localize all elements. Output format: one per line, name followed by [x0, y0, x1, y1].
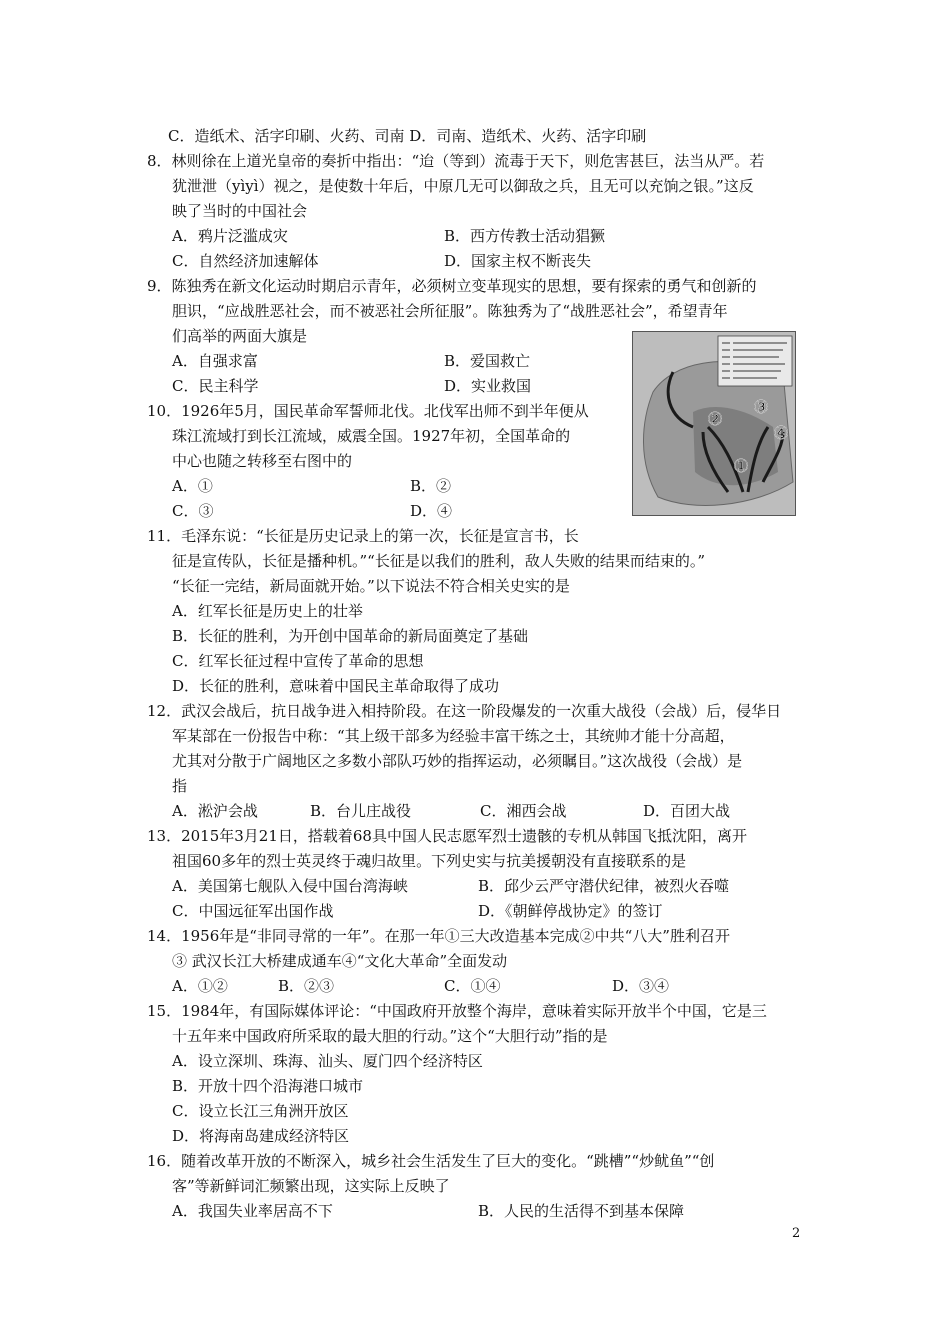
q10-stem-line1: 10．1926年5月，国民革命军誓师北伐。北伐军出师不到半年便从: [147, 402, 589, 420]
q8-option-d: D．国家主权不断丧失: [444, 252, 592, 270]
q12-stem-line4: 指: [172, 777, 188, 795]
q14-option-d: D．③④: [612, 977, 670, 995]
q9-option-c: C．民主科学: [172, 377, 259, 395]
q8-stem-line1: 8．林则徐在上道光皇帝的奏折中指出：“迨（等到）流毒于天下，则危害甚巨，法当从严。若: [147, 152, 765, 170]
q10-option-d: D．④: [410, 502, 453, 520]
q12-option-a: A．淞沪会战: [172, 802, 258, 820]
q15-stem-line1: 15．1984年，有国际媒体评论：“中国政府开放整个海岸，意味着实际开放半个中国，它是三: [147, 1002, 767, 1020]
q15-option-b: B．开放十四个沿海港口城市: [172, 1077, 364, 1095]
q13-option-d: D．《朝鲜停战协定》的签订: [478, 902, 663, 920]
q12-stem-line1: 12．武汉会战后，抗日战争进入相持阶段。在这一阶段爆发的一次重大战役（会战）后，侵华日: [147, 702, 782, 720]
q12-option-c: C．湘西会战: [480, 802, 567, 820]
q8-stem-line2: 犹泄泄（yìyì）视之，是使数十年后，中原几无可以御敌之兵，且无可以充饷之银。”这反: [172, 177, 754, 195]
q11-option-b: B．长征的胜利，为开创中国革命的新局面奠定了基础: [172, 627, 529, 645]
q10-option-a: A．①: [172, 477, 213, 495]
map-figure: [633, 332, 795, 515]
q13-option-b: B．邱少云严守潜伏纪律，被烈火吞噬: [478, 877, 730, 895]
q13-stem-line2: 祖国60多年的烈士英灵终于魂归故里。下列史实与抗美援朝没有直接联系的是: [172, 852, 687, 870]
q8-option-c: C．自然经济加速解体: [172, 252, 319, 270]
q12-option-b: B．台儿庄战役: [310, 802, 412, 820]
q15-option-c: C．设立长江三角洲开放区: [172, 1102, 349, 1120]
q10-option-b: B．②: [410, 477, 452, 495]
q10-option-c: C．③: [172, 502, 214, 520]
q13-stem-line1: 13．2015年3月21日，搭载着68具中国人民志愿军烈士遗骸的专机从韩国飞抵沈阳，离开: [147, 827, 747, 845]
q8-option-b: B．西方传教士活动猖獗: [444, 227, 606, 245]
q14-option-a: A．①②: [172, 977, 228, 995]
q11-option-c: C．红军长征过程中宣传了革命的思想: [172, 652, 424, 670]
q11-stem-line3: “长征一完结，新局面就开始。”以下说法不符合相关史实的是: [172, 577, 570, 595]
map-mark-3: ③: [753, 397, 770, 418]
q9-option-d: D．实业救国: [444, 377, 532, 395]
q12-stem-line3: 尤其对分散于广阔地区之多数小部队巧妙的指挥运动，必须瞩目。”这次战役（会战）是: [172, 752, 743, 770]
q12-option-d: D．百团大战: [643, 802, 731, 820]
q8-option-a: A．鸦片泛滥成灾: [172, 227, 288, 245]
q14-stem-line2: ③ 武汉长江大桥建成通车④“文化大革命”全面发动: [172, 952, 508, 970]
q14-option-b: B．②③: [278, 977, 335, 995]
q13-option-c: C．中国远征军出国作战: [172, 902, 334, 920]
q14-option-c: C．①④: [444, 977, 501, 995]
q16-stem-line1: 16．随着改革开放的不断深入，城乡社会生活发生了巨大的变化。“跳槽”“炒鱿鱼”“创: [147, 1152, 715, 1170]
map-mark-4: ④: [773, 423, 790, 444]
q11-option-a: A．红军长征是历史上的壮举: [172, 602, 363, 620]
q8-stem-line3: 映了当时的中国社会: [172, 202, 308, 220]
page-number: 2: [792, 1226, 801, 1241]
q11-stem-line2: 征是宣传队，长征是播种机。”“长征是以我们的胜利，敌人失败的结果而结束的。”: [172, 552, 706, 570]
q15-option-a: A．设立深圳、珠海、汕头、厦门四个经济特区: [172, 1052, 483, 1070]
q9-stem-line2: 胆识，“应战胜恶社会，而不被恶社会所征服”。陈独秀为了“战胜恶社会”，希望青年: [172, 302, 728, 320]
q11-option-d: D．长征的胜利，意味着中国民主革命取得了成功: [172, 677, 500, 695]
map-mark-2: ②: [707, 409, 724, 430]
q10-stem-line3: 中心也随之转移至右图中的: [172, 452, 353, 470]
q12-stem-line2: 军某部在一份报告中称：“其上级干部多为经验丰富干练之士，其统帅才能十分高超，: [172, 727, 735, 745]
q13-option-a: A．美国第七舰队入侵中国台湾海峡: [172, 877, 408, 895]
q14-stem-line1: 14．1956年是“非同寻常的一年”。在那一年①三大改造基本完成②中共“八大”胜利召开: [147, 927, 730, 945]
q15-option-d: D．将海南岛建成经济特区: [172, 1127, 350, 1145]
q10-stem-line2: 珠江流域打到长江流域，威震全国。1927年初，全国革命的: [172, 427, 571, 445]
q9-stem-line1: 9．陈独秀在新文化运动时期启示青年，必须树立变革现实的思想，要有探索的勇气和创新的: [147, 277, 757, 295]
map-mark-1: ①: [733, 456, 750, 477]
northern-expedition-map: [632, 331, 796, 516]
q11-stem-line1: 11．毛泽东说：“长征是历史记录上的第一次，长征是宣言书，长: [147, 527, 579, 545]
q16-option-a: A．我国失业率居高不下: [172, 1202, 333, 1220]
q16-option-b: B．人民的生活得不到基本保障: [478, 1202, 685, 1220]
q16-stem-line2: 客”等新鲜词汇频繁出现，这实际上反映了: [172, 1177, 450, 1195]
q9-stem-line3: 们高举的两面大旗是: [172, 327, 308, 345]
q9-option-b: B．爱国救亡: [444, 352, 531, 370]
q15-stem-line2: 十五年来中国政府所采取的最大胆的行动。”这个“大胆行动”指的是: [172, 1027, 608, 1045]
q7-options-cd: C．造纸术、活字印刷、火药、司南 D．司南、造纸术、火药、活字印刷: [168, 127, 647, 145]
q9-option-a: A．自强求富: [172, 352, 258, 370]
